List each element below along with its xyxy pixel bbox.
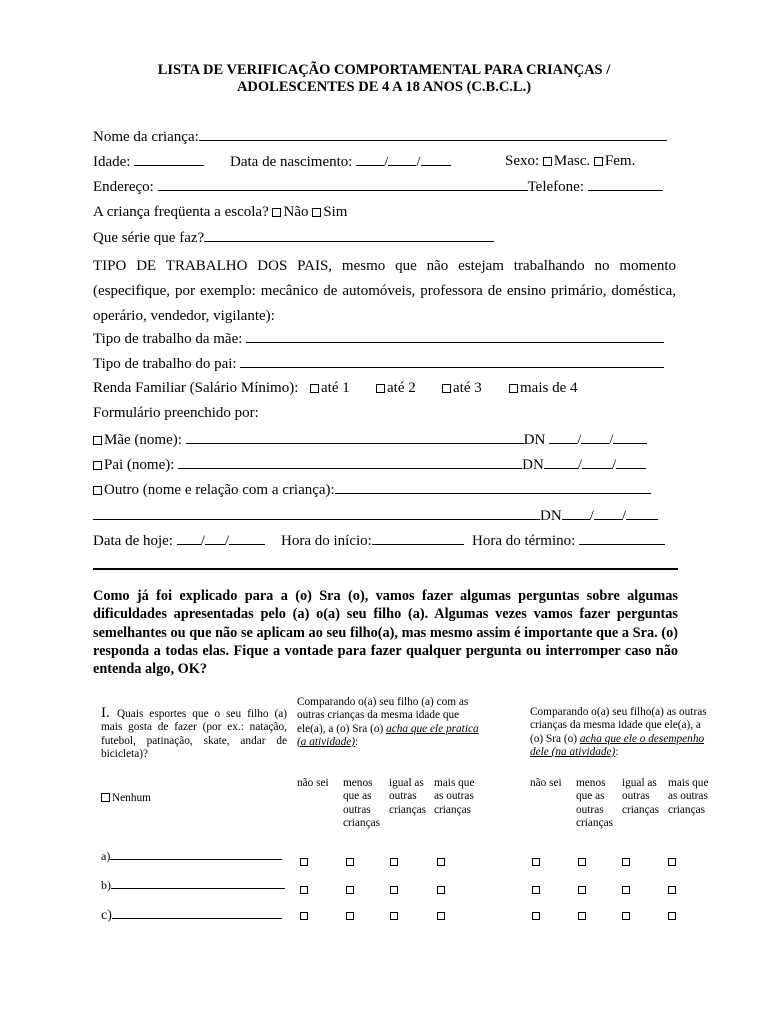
row-b-option-checkbox[interactable] bbox=[668, 886, 676, 894]
endereco-field[interactable] bbox=[158, 178, 528, 191]
mae-checkbox[interactable] bbox=[93, 436, 102, 445]
hora-termino-field[interactable] bbox=[579, 532, 665, 545]
nenhum-checkbox[interactable] bbox=[101, 793, 110, 802]
row-a-option-checkbox[interactable] bbox=[578, 858, 586, 866]
telefone-field[interactable] bbox=[588, 178, 663, 191]
row-a-option-checkbox[interactable] bbox=[437, 858, 445, 866]
row-c-option-checkbox[interactable] bbox=[532, 912, 540, 920]
row-c-option-checkbox[interactable] bbox=[300, 912, 308, 920]
nascimento-year[interactable] bbox=[421, 153, 451, 166]
row-c-option-checkbox[interactable] bbox=[346, 912, 354, 920]
hora-termino-label: Hora do término: bbox=[472, 533, 576, 549]
sexo-row bbox=[505, 153, 635, 170]
nascimento-day[interactable] bbox=[356, 153, 384, 166]
outro-dn-month[interactable] bbox=[594, 507, 622, 520]
nascimento-row: Data de nascimento: / / bbox=[230, 153, 451, 171]
pai-row: Pai (nome): DN / / bbox=[93, 456, 646, 474]
nome-row bbox=[93, 128, 667, 146]
renda-opt-2[interactable] bbox=[376, 380, 416, 397]
col2-opt-igual: igual as outras crianças bbox=[389, 777, 427, 816]
row-b-option-checkbox[interactable] bbox=[578, 886, 586, 894]
trab-pai-row bbox=[93, 355, 664, 373]
pai-dn-month[interactable] bbox=[582, 456, 612, 469]
data-hoje-row: Data de hoje: / / bbox=[93, 532, 265, 550]
sim-label: Sim bbox=[323, 204, 348, 220]
col2-opt-mais: mais que as outras crianças bbox=[434, 777, 475, 816]
section-question: Quais esportes que o seu filho (a) mais gosta de fazer (por ex.: natação, futebol, patinação, skate, andar de bicicleta)? bbox=[101, 708, 287, 760]
row-b-option-checkbox[interactable] bbox=[300, 886, 308, 894]
row-b-option-checkbox[interactable] bbox=[437, 886, 445, 894]
row-a-field[interactable] bbox=[110, 849, 282, 860]
tipo-trabalho-text: TIPO DE TRABALHO DOS PAIS, mesmo que não estejam trabalhando no momento (especifique, por exemplo: mecânico de automóveis, professora de ensino primário, doméstica, operário, vendedor, vigilante): bbox=[93, 258, 676, 324]
renda-label: Renda Familiar (Salário Mínimo): bbox=[93, 380, 299, 396]
row-b-option-checkbox[interactable] bbox=[390, 886, 398, 894]
renda-checkbox-4[interactable] bbox=[509, 384, 518, 393]
col3-opt-mais: mais que as outras crianças bbox=[668, 777, 709, 816]
fem-label: Fem. bbox=[604, 153, 636, 169]
escola-row bbox=[93, 204, 347, 221]
sim-checkbox[interactable] bbox=[312, 208, 321, 217]
pai-dn-day[interactable] bbox=[544, 456, 578, 469]
renda-opt-1[interactable] bbox=[310, 380, 350, 397]
renda-opt-3[interactable] bbox=[442, 380, 482, 397]
nome-label: Nome da criança: bbox=[93, 129, 199, 145]
renda-opt-4[interactable] bbox=[509, 380, 578, 397]
masc-label: Masc. bbox=[553, 153, 591, 169]
title-line-1: LISTA DE VERIFICAÇÃO COMPORTAMENTAL PARA CRIANÇAS / bbox=[157, 62, 611, 78]
mae-label: Mãe (nome): bbox=[104, 432, 182, 448]
pai-checkbox[interactable] bbox=[93, 461, 102, 470]
mae-dn-label: DN bbox=[523, 432, 546, 448]
row-b-field[interactable] bbox=[111, 878, 285, 889]
pai-dn-label: DN bbox=[522, 457, 544, 473]
row-a-option-checkbox[interactable] bbox=[668, 858, 676, 866]
hora-inicio-label: Hora do início: bbox=[281, 533, 372, 549]
idade-label: Idade: bbox=[93, 154, 131, 170]
col2-opt-naosei: não sei bbox=[297, 777, 329, 789]
nascimento-month[interactable] bbox=[388, 153, 416, 166]
row-a-option-checkbox[interactable] bbox=[622, 858, 630, 866]
outro-dn-day[interactable] bbox=[562, 507, 590, 520]
renda-label-3: até 3 bbox=[453, 380, 482, 396]
nenhum-row bbox=[101, 792, 151, 805]
row-b-option-checkbox[interactable] bbox=[532, 886, 540, 894]
renda-label-1: até 1 bbox=[321, 380, 350, 396]
col3-opt-igual: igual as outras crianças bbox=[622, 777, 660, 816]
row-a-label: a) bbox=[101, 849, 111, 863]
section-number: I. bbox=[101, 705, 110, 721]
divider bbox=[93, 568, 678, 570]
idade-field[interactable] bbox=[134, 153, 204, 166]
data-hoje-year[interactable] bbox=[229, 532, 265, 545]
row-c-option-checkbox[interactable] bbox=[578, 912, 586, 920]
row-b-label: b) bbox=[101, 878, 111, 892]
outro-dn-year[interactable] bbox=[626, 507, 658, 520]
col2-header: Comparando o(a) seu filho (a) com as outras crianças da mesma idade que ele(a), a (o) Sra (o) acha que ele pratica (a atividade): bbox=[297, 696, 479, 748]
row-a bbox=[101, 849, 282, 864]
telefone-label: Telefone: bbox=[527, 179, 584, 195]
serie-label: Que série que faz? bbox=[93, 230, 205, 246]
endereco-label: Endereço: bbox=[93, 179, 154, 195]
nascimento-label: Data de nascimento: bbox=[230, 154, 353, 170]
outro-field[interactable] bbox=[335, 481, 651, 494]
mae-dn-year[interactable] bbox=[613, 431, 647, 444]
mae-dn-day[interactable] bbox=[549, 431, 577, 444]
fem-checkbox[interactable] bbox=[594, 157, 603, 166]
trab-mae-field[interactable] bbox=[246, 330, 664, 343]
outro-dn-label: DN bbox=[540, 508, 562, 524]
renda-label-2: até 2 bbox=[387, 380, 416, 396]
trab-pai-label: Tipo de trabalho do pai: bbox=[93, 356, 237, 372]
mae-field[interactable] bbox=[186, 431, 524, 444]
col3-emph-text: acha que ele o desempenho dele (na atividade) bbox=[530, 732, 705, 758]
outro-field-2[interactable] bbox=[93, 507, 540, 520]
data-hoje-day[interactable] bbox=[177, 532, 201, 545]
renda-checkbox-3[interactable] bbox=[442, 384, 451, 393]
row-b bbox=[101, 878, 285, 893]
renda-label-4: mais de 4 bbox=[520, 380, 578, 396]
nome-field[interactable] bbox=[199, 128, 667, 141]
preenchido-label: Formulário preenchido por: bbox=[93, 405, 259, 421]
escola-label: A criança freqüenta a escola? bbox=[93, 204, 269, 220]
row-c-field[interactable] bbox=[112, 908, 282, 919]
row-a-option-checkbox[interactable] bbox=[532, 858, 540, 866]
renda-checkbox-1[interactable] bbox=[310, 384, 319, 393]
col3-head-text: Comparando o(a) seu filho(a) as outras crianças da mesma idade que ele(a), a (o) Sra (o) bbox=[530, 706, 707, 745]
row-c-label: c) bbox=[101, 908, 112, 923]
sexo-label: Sexo: bbox=[505, 153, 540, 169]
trab-mae-label: Tipo de trabalho da mãe: bbox=[93, 331, 243, 347]
pai-field[interactable] bbox=[178, 456, 522, 469]
outro-label: Outro (nome e relação com a criança): bbox=[104, 482, 335, 498]
row-c-option-checkbox[interactable] bbox=[390, 912, 398, 920]
mae-row: Mãe (nome): DN / / bbox=[93, 431, 647, 449]
row-c-option-checkbox[interactable] bbox=[622, 912, 630, 920]
idade-row bbox=[93, 153, 204, 171]
pai-dn-year[interactable] bbox=[616, 456, 646, 469]
outro-row bbox=[93, 481, 651, 499]
serie-field[interactable] bbox=[204, 229, 494, 242]
outro-checkbox[interactable] bbox=[93, 486, 102, 495]
col2-head-text: Comparando o(a) seu filho (a) com as outras crianças da mesma idade que ele(a), a (o) Sra (o) bbox=[297, 696, 469, 735]
row-a-option-checkbox[interactable] bbox=[346, 858, 354, 866]
intro-text: Como já foi explicado para a (o) Sra (o), vamos fazer algumas perguntas sobre algumas dificuldades apresentadas pelo (a) o(a) seu filho (a). Algumas vezes vamos fazer perguntas semelhantes ou que não se aplicam ao seu filho(a), mas mesmo assim é importante que a Sra. (o) responda a todas elas. Fique a vontade para fazer qualquer pergunta ou interromper caso não entenda algo, OK? bbox=[93, 588, 678, 678]
row-c-option-checkbox[interactable] bbox=[437, 912, 445, 920]
trab-mae-row bbox=[93, 330, 664, 348]
endereco-row bbox=[93, 178, 663, 196]
data-hoje-month[interactable] bbox=[205, 532, 225, 545]
mae-dn-month[interactable] bbox=[581, 431, 609, 444]
serie-row bbox=[93, 229, 494, 247]
renda-checkbox-2[interactable] bbox=[376, 384, 385, 393]
hora-inicio-row bbox=[281, 532, 464, 550]
nao-checkbox[interactable] bbox=[272, 208, 281, 217]
data-hoje-label: Data de hoje: bbox=[93, 533, 173, 549]
col2-opt-menos: menos que as outras crianças bbox=[343, 777, 381, 829]
col3-opt-menos: menos que as outras crianças bbox=[576, 777, 614, 829]
hora-termino-row bbox=[472, 532, 665, 550]
row-c bbox=[101, 908, 282, 924]
masc-checkbox[interactable] bbox=[543, 157, 552, 166]
title-line-2: ADOLESCENTES DE 4 A 18 ANOS (C.B.C.L.) bbox=[236, 79, 532, 95]
col2-emph-text: acha que ele pratica (a atividade) bbox=[297, 722, 479, 748]
trab-pai-field[interactable] bbox=[240, 355, 664, 368]
nenhum-label: Nenhum bbox=[112, 792, 151, 804]
row-a-option-checkbox[interactable] bbox=[300, 858, 308, 866]
pai-label: Pai (nome): bbox=[104, 457, 175, 473]
row-b-option-checkbox[interactable] bbox=[346, 886, 354, 894]
col3-opt-naosei: não sei bbox=[530, 777, 562, 789]
outro-row-2: DN / / bbox=[93, 507, 658, 525]
row-c-option-checkbox[interactable] bbox=[668, 912, 676, 920]
row-b-option-checkbox[interactable] bbox=[622, 886, 630, 894]
col3-header: Comparando o(a) seu filho(a) as outras crianças da mesma idade que ele(a), a (o) Sra (o) acha que ele o desempenho dele (na atividade): bbox=[530, 706, 707, 758]
row-a-option-checkbox[interactable] bbox=[390, 858, 398, 866]
hora-inicio-field[interactable] bbox=[372, 532, 464, 545]
nao-label: Não bbox=[283, 204, 309, 220]
